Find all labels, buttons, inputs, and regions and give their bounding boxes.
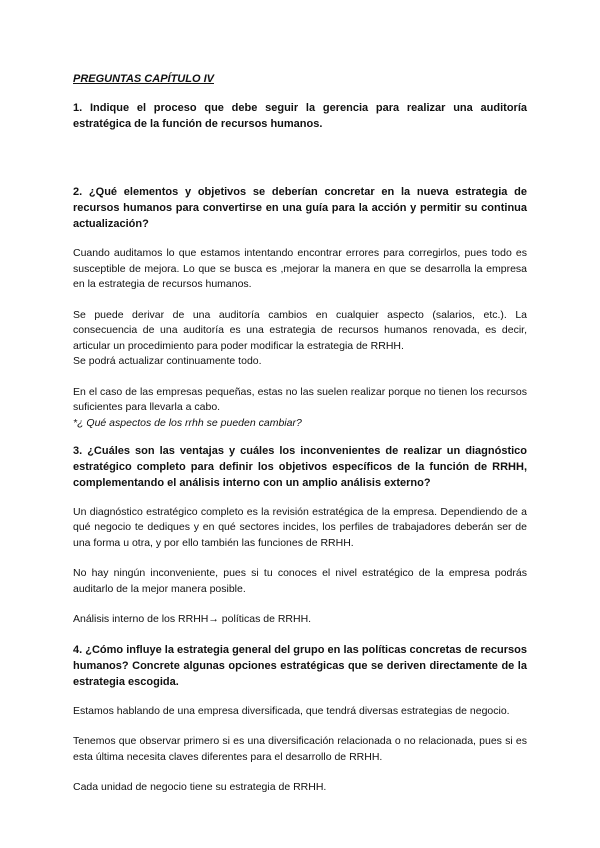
question-4: 4. ¿Cómo influye la estrategia general del grupo en las políticas concretas de recursos humanos? Concrete algunas opciones estratégicas que se deriven directamente de la estrategia escogida. — [73, 643, 527, 688]
answer-3-paragraph-2: No hay ningún inconveniente, pues si tu conoces el nivel estratégico de la empresa podrás auditarlo de la mejor manera posible. — [73, 567, 527, 595]
answer-3-paragraph-1: Un diagnóstico estratégico completo es la revisión estratégica de la empresa. Dependiendo de a qué negocio te dediques y en qué sectores incides, los perfiles de trabajadores deberán ser de una forma u otra, y por ello también las funciones de RRHH. — [73, 505, 527, 549]
answer-2-paragraph-2b: Se podrá actualizar continuamente todo. — [73, 355, 262, 367]
answer-2-note: *¿ Qué aspectos de los rrhh se pueden cambiar? — [73, 416, 302, 429]
answer-3-paragraph-3: Análisis interno de los RRHH→ políticas de RRHH. — [73, 613, 312, 625]
document-title: PREGUNTAS CAPÍTULO IV — [73, 73, 214, 85]
question-2: 2. ¿Qué elementos y objetivos se deberían concretar en la nueva estrategia de recursos humanos para convertirse en una guía para la acción y permitir su continua actualización? — [73, 186, 527, 230]
question-3: 3. ¿Cuáles son las ventajas y cuáles los inconvenientes de realizar un diagnóstico estratégico completo para definir los objetivos específicos de la función de RRHH, complementando el análisis interno con un amplio análisis externo? — [73, 444, 527, 489]
question-1: 1. Indique el proceso que debe seguir la gerencia para realizar una auditoría estratégica de la función de recursos humanos. — [73, 102, 527, 130]
answer-2-paragraph-2: Se puede derivar de una auditoría cambios en cualquier aspecto (salarios, etc.). La consecuencia de una auditoría es una estrategia de recursos humanos renovada, es decir, articular un procedimiento para poder modificar la estrategia de RRHH. — [73, 308, 527, 352]
answer-4-paragraph-2: Tenemos que observar primero si es una diversificación relacionada o no relacionada, pues si es esta última necesita claves diferentes para el desarrollo de RRHH. — [73, 735, 527, 763]
answer-4-paragraph-3: Cada unidad de negocio tiene su estrategia de RRHH. — [73, 781, 327, 793]
answer-2-paragraph-3: En el caso de las empresas pequeñas, estas no las suelen realizar porque no tienen los recursos suficientes para llevarla a cabo. — [73, 385, 527, 413]
answer-2-paragraph-1: Cuando auditamos lo que estamos intentando encontrar errores para corregirlos, pues todo es susceptible de mejora. Lo que se busca es ,mejorar la manera en que se desarrolla la empresa en la estrategia de recursos humanos. — [73, 247, 527, 290]
answer-4-paragraph-1: Estamos hablando de una empresa diversificada, que tendrá diversas estrategias de negocio. — [73, 704, 510, 717]
